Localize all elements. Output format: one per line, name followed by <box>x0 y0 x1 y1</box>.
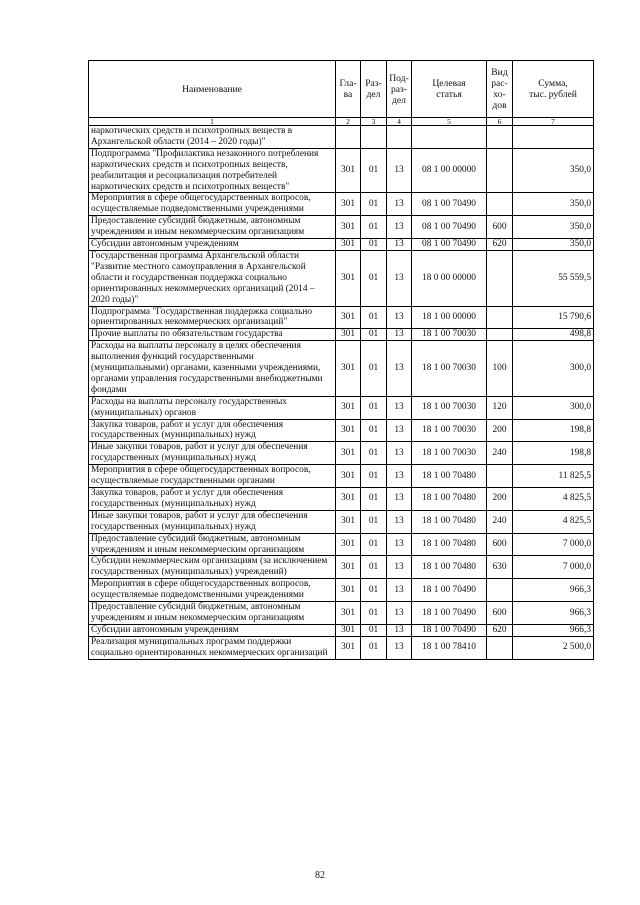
table-row <box>89 533 594 556</box>
table-row <box>89 216 594 239</box>
row-vid-cell <box>487 636 513 659</box>
row-vid-cell <box>487 579 513 602</box>
row-glava-cell: 301 <box>336 341 361 397</box>
table-row <box>89 239 594 251</box>
col-number: 3 <box>361 118 387 126</box>
table-row <box>89 636 594 659</box>
row-razdel-cell: 01 <box>361 533 387 556</box>
row-podrazdel-cell: 13 <box>387 510 412 533</box>
row-glava-cell: 301 <box>336 216 361 239</box>
row-target-cell: 18 1 00 70030 <box>412 396 487 419</box>
row-target-cell: 18 1 00 70480 <box>412 465 487 488</box>
row-vid-cell: 600 <box>487 602 513 625</box>
row-target-cell <box>412 126 487 149</box>
row-target-cell: 08 1 00 70490 <box>412 193 487 216</box>
row-glava-cell: 301 <box>336 624 361 636</box>
row-name-cell: Закупка товаров, работ и услуг для обеспечения государственных (муниципальных) нужд <box>89 419 336 442</box>
row-podrazdel-cell: 13 <box>387 419 412 442</box>
row-podrazdel-cell <box>387 126 412 149</box>
row-sum-cell: 350,0 <box>513 193 594 216</box>
row-podrazdel-cell: 13 <box>387 533 412 556</box>
row-sum-cell: 2 500,0 <box>513 636 594 659</box>
row-razdel-cell: 01 <box>361 306 387 329</box>
row-target-cell: 18 1 00 70480 <box>412 556 487 579</box>
row-sum-cell: 11 825,5 <box>513 465 594 488</box>
table-row <box>89 465 594 488</box>
row-razdel-cell: 01 <box>361 148 387 193</box>
row-vid-cell: 200 <box>487 488 513 511</box>
row-vid-cell: 120 <box>487 396 513 419</box>
table-row <box>89 306 594 329</box>
row-glava-cell: 301 <box>336 488 361 511</box>
table-row <box>89 488 594 511</box>
row-name-cell: Прочие выплаты по обязательствам государства <box>89 329 336 341</box>
row-target-cell: 18 1 00 70030 <box>412 329 487 341</box>
row-sum-cell: 300,0 <box>513 396 594 419</box>
row-podrazdel-cell: 13 <box>387 442 412 465</box>
row-glava-cell: 301 <box>336 239 361 251</box>
row-razdel-cell: 01 <box>361 624 387 636</box>
row-vid-cell <box>487 329 513 341</box>
row-podrazdel-cell: 13 <box>387 341 412 397</box>
col-number: 6 <box>487 118 513 126</box>
row-target-cell: 08 1 00 70490 <box>412 216 487 239</box>
row-razdel-cell: 01 <box>361 329 387 341</box>
row-razdel-cell: 01 <box>361 239 387 251</box>
row-razdel-cell: 01 <box>361 636 387 659</box>
row-name-cell: Мероприятия в сфере общегосударственных вопросов, осуществляемые подведомственными учреждениями <box>89 193 336 216</box>
row-sum-cell: 198,8 <box>513 442 594 465</box>
table-body <box>89 126 594 660</box>
row-podrazdel-cell: 13 <box>387 602 412 625</box>
row-podrazdel-cell: 13 <box>387 579 412 602</box>
header-podrazdel: Под- раз- дел <box>387 61 412 118</box>
row-razdel-cell: 01 <box>361 442 387 465</box>
row-razdel-cell: 01 <box>361 556 387 579</box>
table-row <box>89 126 594 149</box>
row-podrazdel-cell: 13 <box>387 396 412 419</box>
row-glava-cell: 301 <box>336 602 361 625</box>
table-row <box>89 329 594 341</box>
row-vid-cell: 240 <box>487 510 513 533</box>
row-vid-cell <box>487 306 513 329</box>
row-name-cell: Мероприятия в сфере общегосударственных вопросов, осуществляемые подведомственными учреждениями <box>89 579 336 602</box>
row-sum-cell: 966,3 <box>513 579 594 602</box>
row-glava-cell: 301 <box>336 193 361 216</box>
header-target: Целевая статья <box>412 61 487 118</box>
row-target-cell: 08 1 00 00000 <box>412 148 487 193</box>
table-row <box>89 510 594 533</box>
row-podrazdel-cell: 13 <box>387 465 412 488</box>
budget-table <box>88 60 594 660</box>
header-sum: Сумма, тыс. рублей <box>513 61 594 118</box>
row-podrazdel-cell: 13 <box>387 329 412 341</box>
row-glava-cell <box>336 126 361 149</box>
row-sum-cell: 498,8 <box>513 329 594 341</box>
row-name-cell: Расходы на выплаты персоналу государственных (муниципальных) органов <box>89 396 336 419</box>
row-podrazdel-cell: 13 <box>387 556 412 579</box>
table-row <box>89 250 594 306</box>
row-razdel-cell: 01 <box>361 193 387 216</box>
row-vid-cell <box>487 250 513 306</box>
row-podrazdel-cell: 13 <box>387 250 412 306</box>
row-target-cell: 18 1 00 70490 <box>412 624 487 636</box>
row-target-cell: 18 1 00 70030 <box>412 442 487 465</box>
row-name-cell: Субсидии автономным учреждениям <box>89 239 336 251</box>
header-razdel: Раз- дел <box>361 61 387 118</box>
row-vid-cell: 620 <box>487 239 513 251</box>
row-vid-cell: 630 <box>487 556 513 579</box>
table-row <box>89 193 594 216</box>
header-row <box>89 61 594 118</box>
row-vid-cell <box>487 148 513 193</box>
row-name-cell: Иные закупки товаров, работ и услуг для обеспечения государственных (муниципальных) нужд <box>89 510 336 533</box>
col-number: 2 <box>336 118 361 126</box>
row-target-cell: 18 1 00 70480 <box>412 488 487 511</box>
header-glava: Гла- ва <box>336 61 361 118</box>
row-target-cell: 18 1 00 70480 <box>412 533 487 556</box>
row-sum-cell: 7 000,0 <box>513 556 594 579</box>
row-sum-cell: 350,0 <box>513 148 594 193</box>
row-glava-cell: 301 <box>336 306 361 329</box>
row-sum-cell: 350,0 <box>513 216 594 239</box>
row-podrazdel-cell: 13 <box>387 239 412 251</box>
row-podrazdel-cell: 13 <box>387 624 412 636</box>
row-podrazdel-cell: 13 <box>387 636 412 659</box>
row-target-cell: 18 1 00 78410 <box>412 636 487 659</box>
row-sum-cell: 55 559,5 <box>513 250 594 306</box>
row-name-cell: Расходы на выплаты персоналу в целях обеспечения выполнения функций государственными (муниципальными) органами, казенными учреждениями, органами управления государственными внебюджетными фондами <box>89 341 336 397</box>
row-sum-cell: 7 000,0 <box>513 533 594 556</box>
row-glava-cell: 301 <box>336 556 361 579</box>
table-row <box>89 556 594 579</box>
row-glava-cell: 301 <box>336 148 361 193</box>
row-name-cell: Подпрограмма "Государственная поддержка социально ориентированных некоммерческих организаций" <box>89 306 336 329</box>
row-vid-cell: 600 <box>487 533 513 556</box>
row-glava-cell: 301 <box>336 579 361 602</box>
table-row <box>89 419 594 442</box>
row-name-cell: Подпрограмма "Профилактика незаконного потребления наркотических средств и психотропных веществ, реабилитация и ресоциализация потребителей наркотических средств и психотропных веществ" <box>89 148 336 193</box>
row-vid-cell <box>487 193 513 216</box>
row-target-cell: 18 1 00 70490 <box>412 579 487 602</box>
row-name-cell: Государственная программа Архангельской области "Развитие местного самоуправления в Архангельской области и государственная поддержка социально ориентированных некоммерческих организаций (2014 – 2020 годы)" <box>89 250 336 306</box>
row-name-cell: Субсидии автономным учреждениям <box>89 624 336 636</box>
row-glava-cell: 301 <box>336 510 361 533</box>
row-name-cell: Реализация муниципальных программ поддержки социально ориентированных некоммерческих организаций <box>89 636 336 659</box>
header-name: Наименование <box>89 61 336 118</box>
column-number-row <box>89 118 594 126</box>
row-name-cell: Субсидии некоммерческим организациям (за исключением государственных (муниципальных) учреждений) <box>89 556 336 579</box>
row-razdel-cell: 01 <box>361 465 387 488</box>
row-glava-cell: 301 <box>336 442 361 465</box>
row-podrazdel-cell: 13 <box>387 193 412 216</box>
row-target-cell: 08 1 00 70490 <box>412 239 487 251</box>
row-vid-cell <box>487 465 513 488</box>
row-target-cell: 18 1 00 70490 <box>412 602 487 625</box>
row-sum-cell: 300,0 <box>513 341 594 397</box>
col-number: 4 <box>387 118 412 126</box>
table-row <box>89 442 594 465</box>
col-number: 5 <box>412 118 487 126</box>
row-glava-cell: 301 <box>336 636 361 659</box>
row-name-cell: Закупка товаров, работ и услуг для обеспечения государственных (муниципальных) нужд <box>89 488 336 511</box>
row-sum-cell: 198,8 <box>513 419 594 442</box>
row-razdel-cell: 01 <box>361 419 387 442</box>
row-name-cell: наркотических средств и психотропных веществ в Архангельской области (2014 – 2020 годы)" <box>89 126 336 149</box>
page-number: 82 <box>315 870 325 881</box>
col-number: 1 <box>89 118 336 126</box>
row-podrazdel-cell: 13 <box>387 148 412 193</box>
row-glava-cell: 301 <box>336 250 361 306</box>
row-target-cell: 18 1 00 70030 <box>412 341 487 397</box>
row-razdel-cell: 01 <box>361 602 387 625</box>
row-razdel-cell: 01 <box>361 579 387 602</box>
row-vid-cell: 200 <box>487 419 513 442</box>
row-vid-cell: 100 <box>487 341 513 397</box>
row-target-cell: 18 1 00 00000 <box>412 306 487 329</box>
row-razdel-cell: 01 <box>361 250 387 306</box>
row-sum-cell: 966,3 <box>513 602 594 625</box>
table-row <box>89 341 594 397</box>
row-razdel-cell: 01 <box>361 396 387 419</box>
row-sum-cell: 4 825,5 <box>513 510 594 533</box>
row-podrazdel-cell: 13 <box>387 306 412 329</box>
row-name-cell: Иные закупки товаров, работ и услуг для обеспечения государственных (муниципальных) нужд <box>89 442 336 465</box>
row-name-cell: Предоставление субсидий бюджетным, автономным учреждениям и иным некоммерческим организациям <box>89 216 336 239</box>
row-sum-cell: 4 825,5 <box>513 488 594 511</box>
row-sum-cell: 966,3 <box>513 624 594 636</box>
row-glava-cell: 301 <box>336 533 361 556</box>
row-razdel-cell: 01 <box>361 341 387 397</box>
row-target-cell: 18 1 00 70030 <box>412 419 487 442</box>
row-target-cell: 18 0 00 00000 <box>412 250 487 306</box>
row-vid-cell: 600 <box>487 216 513 239</box>
row-sum-cell <box>513 126 594 149</box>
row-name-cell: Предоставление субсидий бюджетным, автономным учреждениям и иным некоммерческим организациям <box>89 533 336 556</box>
row-sum-cell: 350,0 <box>513 239 594 251</box>
table-row <box>89 624 594 636</box>
row-podrazdel-cell: 13 <box>387 488 412 511</box>
row-glava-cell: 301 <box>336 419 361 442</box>
row-sum-cell: 15 790,6 <box>513 306 594 329</box>
row-razdel-cell: 01 <box>361 216 387 239</box>
table-row <box>89 602 594 625</box>
row-razdel-cell: 01 <box>361 510 387 533</box>
row-glava-cell: 301 <box>336 329 361 341</box>
row-glava-cell: 301 <box>336 396 361 419</box>
row-podrazdel-cell: 13 <box>387 216 412 239</box>
row-name-cell: Предоставление субсидий бюджетным, автономным учреждениям и иным некоммерческим организациям <box>89 602 336 625</box>
row-vid-cell: 240 <box>487 442 513 465</box>
table-row <box>89 148 594 193</box>
row-target-cell: 18 1 00 70480 <box>412 510 487 533</box>
row-vid-cell <box>487 126 513 149</box>
row-razdel-cell <box>361 126 387 149</box>
header-vid: Вид рас- хо- дов <box>487 61 513 118</box>
table-row <box>89 579 594 602</box>
row-vid-cell: 620 <box>487 624 513 636</box>
table-row <box>89 396 594 419</box>
row-name-cell: Мероприятия в сфере общегосударственных вопросов, осуществляемые государственными органами <box>89 465 336 488</box>
row-razdel-cell: 01 <box>361 488 387 511</box>
row-glava-cell: 301 <box>336 465 361 488</box>
col-number: 7 <box>513 118 594 126</box>
